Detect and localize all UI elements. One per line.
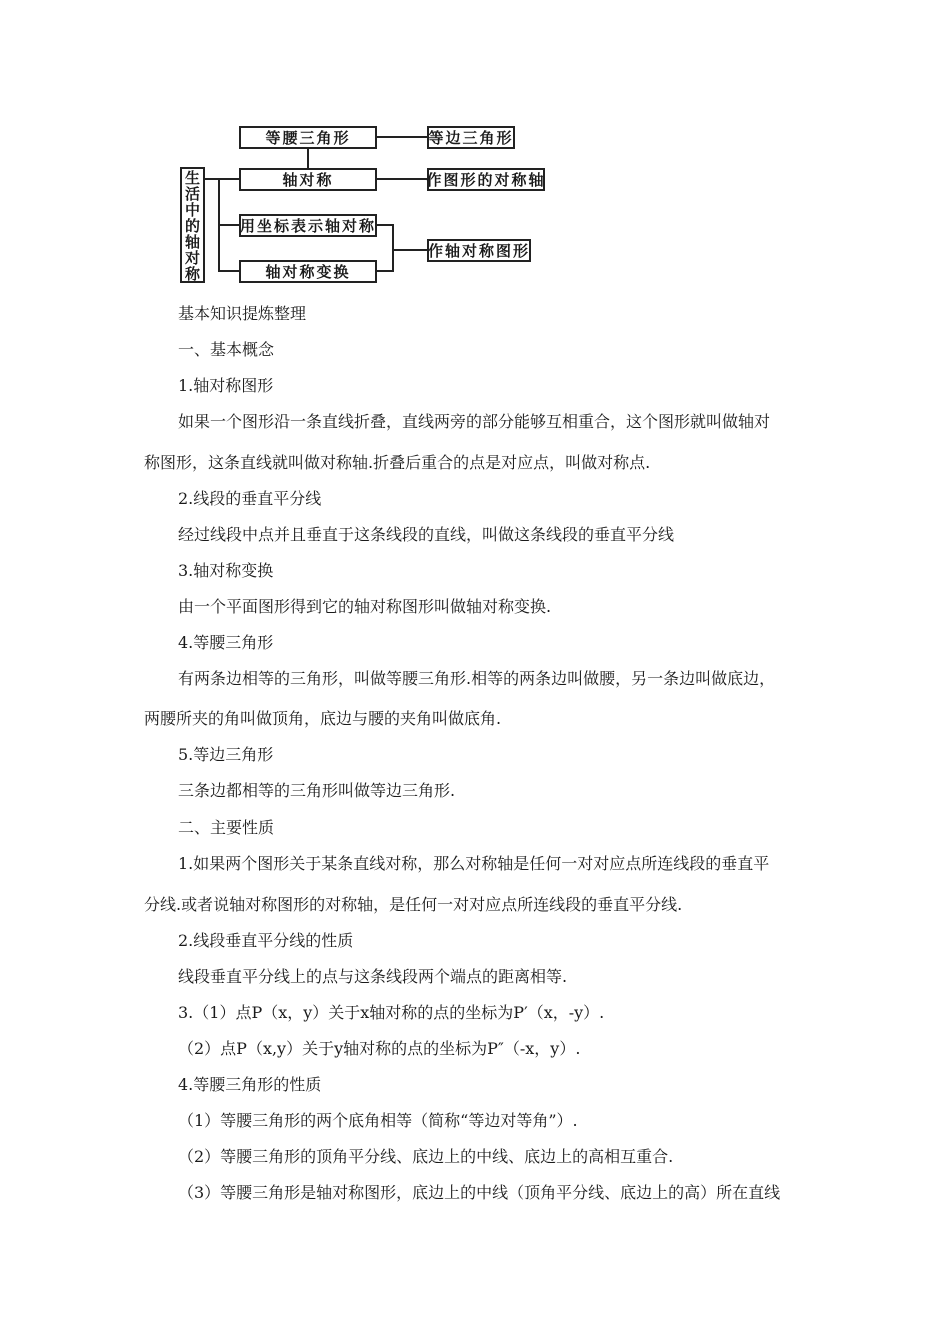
diagram-root-box: 生活中的轴对称 <box>180 167 205 283</box>
concept-3-line-1: 由一个平面图形得到它的轴对称图形叫做轴对称变换. <box>178 597 552 616</box>
box-equilateral-triangle: 等边三角形 <box>427 126 515 149</box>
property-2-line-1: 线段垂直平分线上的点与这条线段两个端点的距离相等. <box>178 967 568 986</box>
property-1-line-1: 1.如果两个图形关于某条直线对称，那么对称轴是任何一对对应点所连线段的垂直平 <box>178 854 770 873</box>
property-4-line-3: （3）等腰三角形是轴对称图形，底边上的中线（顶角平分线、底边上的高）所在直线 <box>178 1183 781 1202</box>
property-2-title: 2.线段垂直平分线的性质 <box>178 931 354 950</box>
heading-basic-knowledge: 基本知识提炼整理 <box>178 304 307 323</box>
connector-transform-right <box>377 270 393 272</box>
property-4-line-1: （1）等腰三角形的两个底角相等（简称“等边对等角”）. <box>178 1111 578 1130</box>
concept-4-line-2: 两腰所夹的角叫做顶角，底边与腰的夹角叫做底角. <box>144 709 502 728</box>
box-isosceles-triangle: 等腰三角形 <box>239 126 377 149</box>
concept-1-title: 1.轴对称图形 <box>178 376 274 395</box>
box-coordinate-symmetry: 用坐标表示轴对称 <box>239 214 377 237</box>
box-symmetry-transform: 轴对称变换 <box>239 260 377 283</box>
connector-trunk-coord <box>218 224 239 226</box>
section-basic-concepts: 一、基本概念 <box>178 340 275 359</box>
property-1-line-2: 分线.或者说轴对称图形的对称轴，是任何一对对应点所连线段的垂直平分线. <box>144 895 683 914</box>
box-axial-symmetry: 轴对称 <box>239 168 377 191</box>
property-4-title: 4.等腰三角形的性质 <box>178 1075 322 1094</box>
property-3-line-1: 3.（1）点P（x，y）关于x轴对称的点的坐标为P′（x，-y）. <box>178 1003 605 1022</box>
section-main-properties: 二、主要性质 <box>178 818 275 837</box>
concept-3-title: 3.轴对称变换 <box>178 561 274 580</box>
property-3-line-2: （2）点P（x,y）关于y轴对称的点的坐标为P″（-x，y）. <box>178 1039 581 1058</box>
connector-bracket-vertical <box>392 224 394 272</box>
connector-coord-right <box>377 224 393 226</box>
connector-vertical-center <box>307 149 309 168</box>
concept-4-title: 4.等腰三角形 <box>178 633 274 652</box>
box-draw-symmetric-figure: 作轴对称图形 <box>427 239 531 262</box>
concept-5-title: 5.等边三角形 <box>178 745 274 764</box>
connector-trunk-transform <box>218 270 239 272</box>
concept-5-line-1: 三条边都相等的三角形叫做等边三角形. <box>178 781 456 800</box>
connector-bracket-drawfigure <box>392 249 427 251</box>
concept-map-diagram <box>0 0 950 300</box>
property-4-line-2: （2）等腰三角形的顶角平分线、底边上的中线、底边上的高相互重合. <box>178 1147 674 1166</box>
connector-isosceles-equilateral <box>377 136 427 138</box>
connector-axis-drawaxis <box>377 178 427 180</box>
concept-1-line-1: 如果一个图形沿一条直线折叠，直线两旁的部分能够互相重合，这个图形就叫做轴对 <box>178 412 771 431</box>
concept-2-title: 2.线段的垂直平分线 <box>178 489 322 508</box>
box-draw-symmetry-axis: 作图形的对称轴 <box>427 168 545 191</box>
connector-root-axis <box>205 178 239 180</box>
concept-2-line-1: 经过线段中点并且垂直于这条线段的直线，叫做这条线段的垂直平分线 <box>178 525 675 544</box>
concept-4-line-1: 有两条边相等的三角形，叫做等腰三角形.相等的两条边叫做腰，另一条边叫做底边， <box>178 669 776 688</box>
concept-1-line-2: 称图形，这条直线就叫做对称轴.折叠后重合的点是对应点，叫做对称点. <box>144 453 651 472</box>
